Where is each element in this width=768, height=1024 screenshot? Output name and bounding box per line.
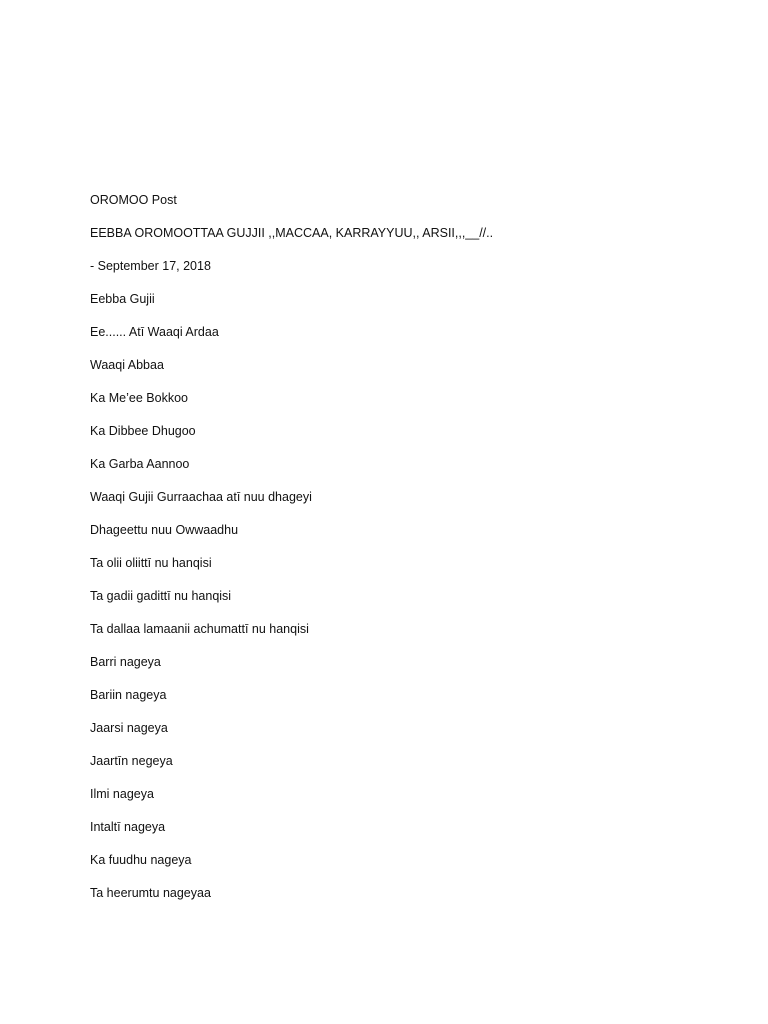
- post-source: OROMOO Post: [90, 193, 177, 207]
- poem-heading: Eebba Gujii: [90, 292, 155, 306]
- poem-line: Ta olii oliittī nu hanqisi: [90, 556, 212, 570]
- poem-line: Bariin nageya: [90, 688, 167, 702]
- poem-line: Jaartīn negeya: [90, 754, 173, 768]
- poem-text: [90, 192, 493, 918]
- poem-line: Ta gadii gadittī nu hanqisi: [90, 589, 232, 603]
- poem-line: Waaqi Gujii Gurraachaa atī nuu dhageyi: [90, 490, 312, 504]
- poem-line: Jaarsi nageya: [90, 721, 168, 735]
- poem-line: Intaltī nageya: [90, 820, 166, 834]
- poem-line: Ee...... Atī Waaqi Ardaa: [90, 325, 219, 339]
- post-title: EEBBA OROMOOTTAA GUJJII ,,MACCAA, KARRAYYUU,, ARSII,,,__//..: [90, 226, 494, 240]
- poem-line: Ka Me’ee Bokkoo: [90, 391, 188, 405]
- poem-line: Dhageettu nuu Owwaadhu: [90, 523, 239, 537]
- poem-line: Ka Garba Aannoo: [90, 457, 190, 471]
- poem-line: Ka Dibbee Dhugoo: [90, 424, 196, 438]
- poem-line: Ta heerumtu nageyaa: [90, 886, 211, 900]
- poem-line: Ka fuudhu nageya: [90, 853, 192, 867]
- poem-line: Barri nageya: [90, 655, 161, 669]
- poem-line: Ilmi nageya: [90, 787, 154, 801]
- post-date: - September 17, 2018: [90, 259, 211, 273]
- poem-line: Ta dallaa lamaanii achumattī nu hanqisi: [90, 622, 309, 636]
- poem-line: Waaqi Abbaa: [90, 358, 164, 372]
